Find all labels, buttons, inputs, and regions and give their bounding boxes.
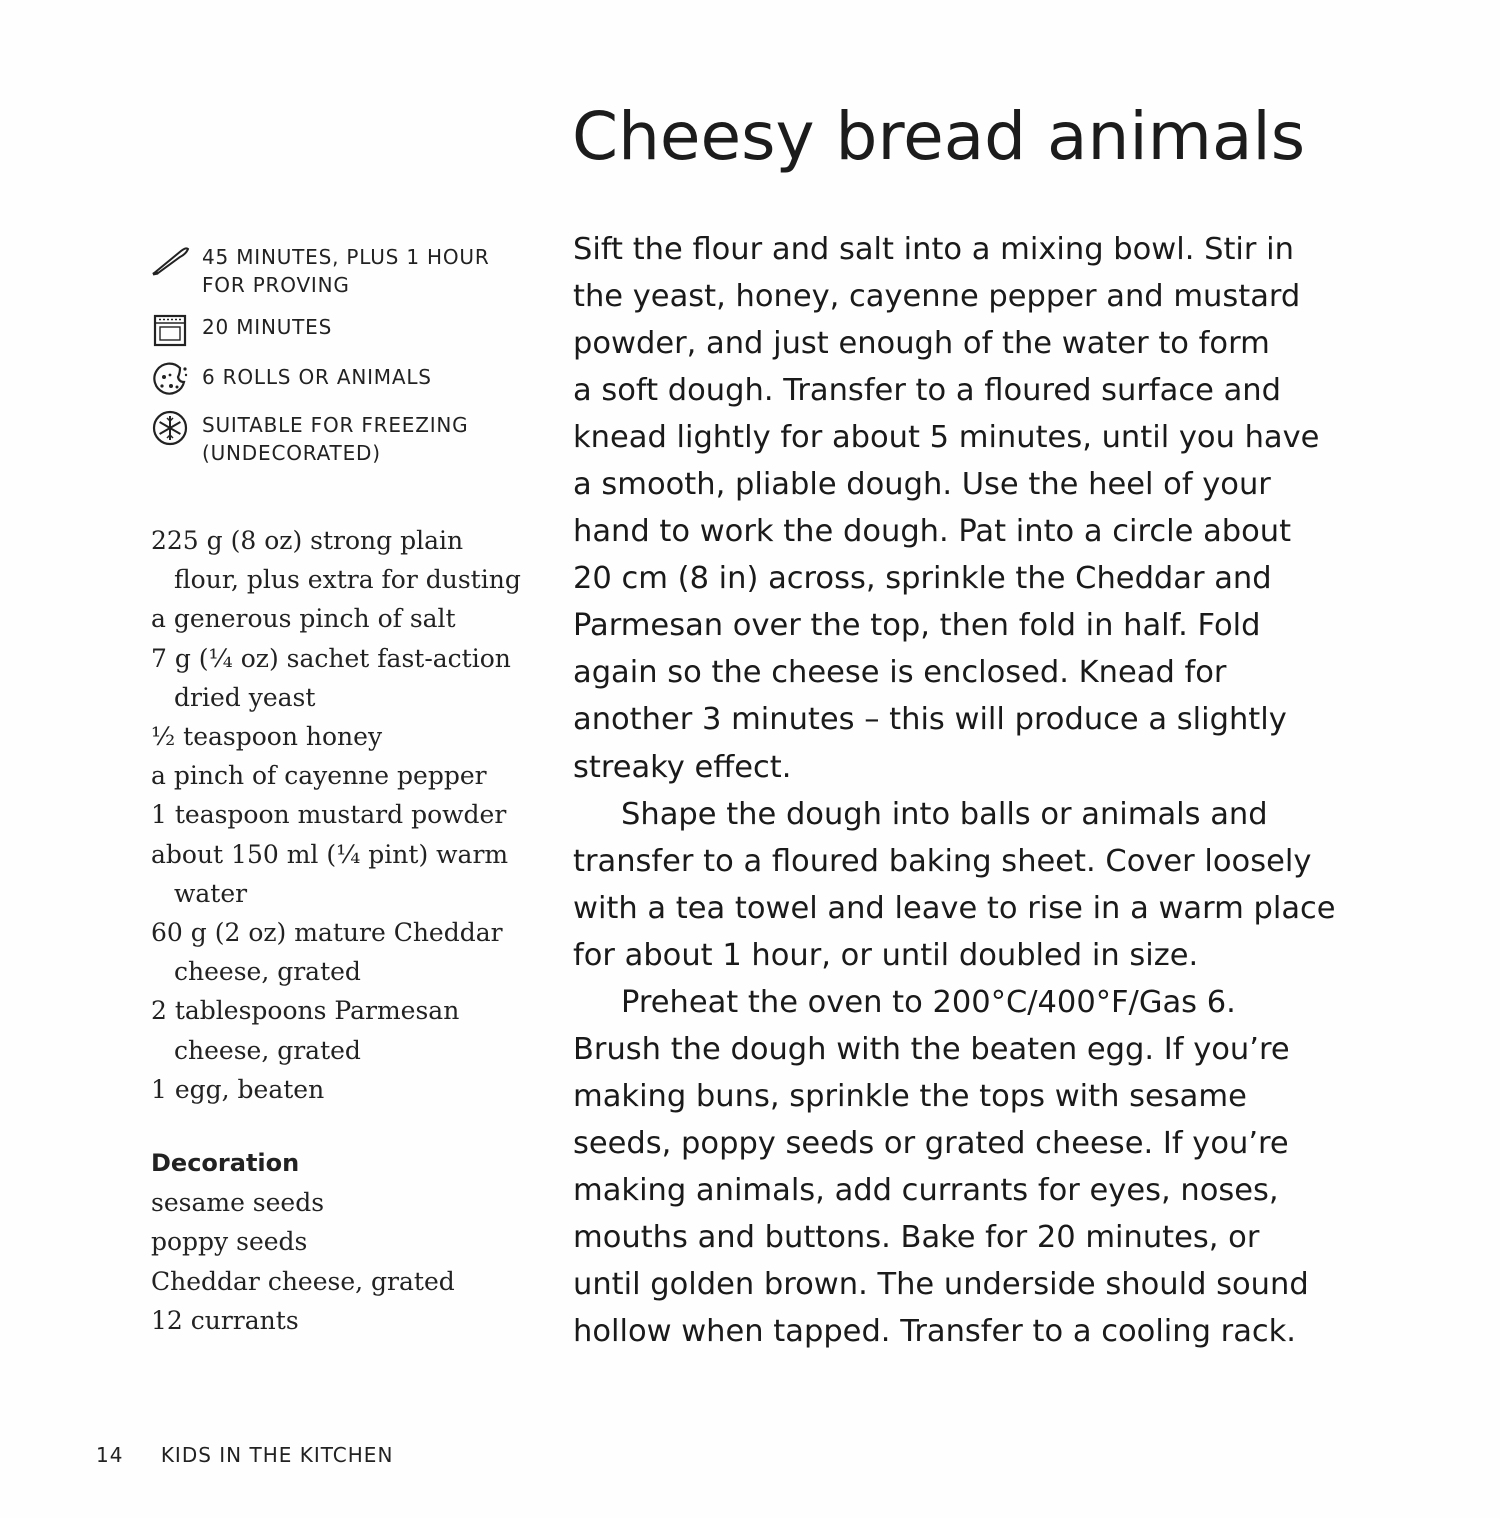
meta-yield xyxy=(150,360,510,408)
ingredient-list xyxy=(151,521,531,1340)
meta-prep-time xyxy=(150,240,510,310)
page-number: 14 xyxy=(96,1443,124,1467)
method-line: a soft dough. Transfer to a floured surface and xyxy=(573,373,1281,409)
method-paragraph-1 xyxy=(573,226,1353,791)
decoration-heading: Decoration xyxy=(151,1149,300,1178)
ingredient-line: water xyxy=(174,878,248,908)
ingredient-line: 225 g (8 oz) strong plain xyxy=(151,526,464,555)
ingredient-line: flour, plus extra for dusting xyxy=(174,565,521,595)
ingredient-line: about 150 ml (¼ pint) warm xyxy=(151,839,509,869)
method-line: seeds, poppy seeds or grated cheese. If you’re xyxy=(573,1125,1289,1161)
method-line: Parmesan over the top, then fold in half. Fold xyxy=(573,608,1261,644)
section-title: KIDS IN THE KITCHEN xyxy=(160,1443,394,1467)
ingredient-line: 60 g (2 oz) mature Cheddar xyxy=(151,918,503,948)
method-line: transfer to a floured baking sheet. Cover loosely xyxy=(573,843,1312,879)
method-line: another 3 minutes – this will produce a slightly xyxy=(573,702,1287,738)
method-line: Sift the flour and salt into a mixing bowl. Stir in xyxy=(573,232,1294,267)
method-line: mouths and buttons. Bake for 20 minutes, or xyxy=(573,1219,1260,1255)
method-paragraph-3 xyxy=(573,979,1353,1355)
meta-cook-line-1: 20 MINUTES xyxy=(202,315,333,339)
method-line: making animals, add currants for eyes, noses, xyxy=(573,1172,1279,1208)
method-line: 20 cm (8 in) across, sprinkle the Cheddar and xyxy=(573,561,1272,597)
recipe-meta xyxy=(150,240,510,478)
ingredient-line: 1 teaspoon mustard powder xyxy=(151,800,507,830)
ingredient-line: cheese, grated xyxy=(174,957,361,987)
meta-yield-line-1: 6 ROLLS OR ANIMALS xyxy=(202,365,432,389)
page-title: Cheesy bread animals xyxy=(572,98,1306,175)
meta-freezing xyxy=(150,408,510,478)
ingredient-line: 1 egg, beaten xyxy=(151,1074,325,1104)
method-line: hand to work the dough. Pat into a circle about xyxy=(573,514,1292,550)
decoration-item: Cheddar cheese, grated xyxy=(151,1266,455,1296)
method-line: with a tea towel and leave to rise in a warm place xyxy=(573,890,1336,926)
ingredient-line: a pinch of cayenne pepper xyxy=(151,761,487,791)
ingredient-line: cheese, grated xyxy=(174,1035,361,1065)
decoration-item: sesame seeds xyxy=(151,1188,325,1218)
method-line: knead lightly for about 5 minutes, until you have xyxy=(573,420,1320,456)
method-line: hollow when tapped. Transfer to a cooling rack. xyxy=(573,1314,1297,1350)
snowflake-icon xyxy=(150,408,190,448)
method-line: streaky effect. xyxy=(573,749,792,785)
knife-icon xyxy=(150,240,190,280)
method-line: until golden brown. The underside should sound xyxy=(573,1267,1309,1303)
ingredient-line: a generous pinch of salt xyxy=(151,604,456,634)
meta-freezing-line-1: SUITABLE FOR FREEZING xyxy=(202,413,469,437)
method-line: powder, and just enough of the water to form xyxy=(573,326,1270,362)
page-footer xyxy=(96,1443,393,1467)
method-line: the yeast, honey, cayenne pepper and mustard xyxy=(573,279,1301,315)
ingredient-line: 7 g (¼ oz) sachet fast-action xyxy=(151,643,511,673)
method-text xyxy=(573,226,1353,1355)
meta-prep-line-2: FOR PROVING xyxy=(202,273,350,297)
method-line: Preheat the oven to 200°C/400°F/Gas 6. xyxy=(621,984,1236,1020)
oven-icon xyxy=(150,310,190,350)
method-line: making buns, sprinkle the tops with sesame xyxy=(573,1078,1247,1114)
decoration-item: 12 currants xyxy=(151,1305,299,1335)
meta-freezing-line-2: (UNDECORATED) xyxy=(202,441,381,465)
cookie-icon xyxy=(150,360,190,400)
method-paragraph-2 xyxy=(573,791,1353,979)
ingredient-line: 2 tablespoons Parmesan xyxy=(151,996,460,1026)
method-line: Brush the dough with the beaten egg. If you’re xyxy=(573,1031,1290,1067)
meta-cook-time xyxy=(150,310,510,360)
meta-prep-line-1: 45 MINUTES, PLUS 1 HOUR xyxy=(202,245,490,269)
ingredient-line: dried yeast xyxy=(174,682,316,712)
decoration-item: poppy seeds xyxy=(151,1227,308,1257)
method-line: a smooth, pliable dough. Use the heel of your xyxy=(573,467,1271,503)
ingredient-line: ½ teaspoon honey xyxy=(151,722,383,752)
method-line: for about 1 hour, or until doubled in size. xyxy=(573,937,1199,973)
method-line: again so the cheese is enclosed. Knead for xyxy=(573,655,1227,691)
method-line: Shape the dough into balls or animals and xyxy=(621,796,1268,832)
